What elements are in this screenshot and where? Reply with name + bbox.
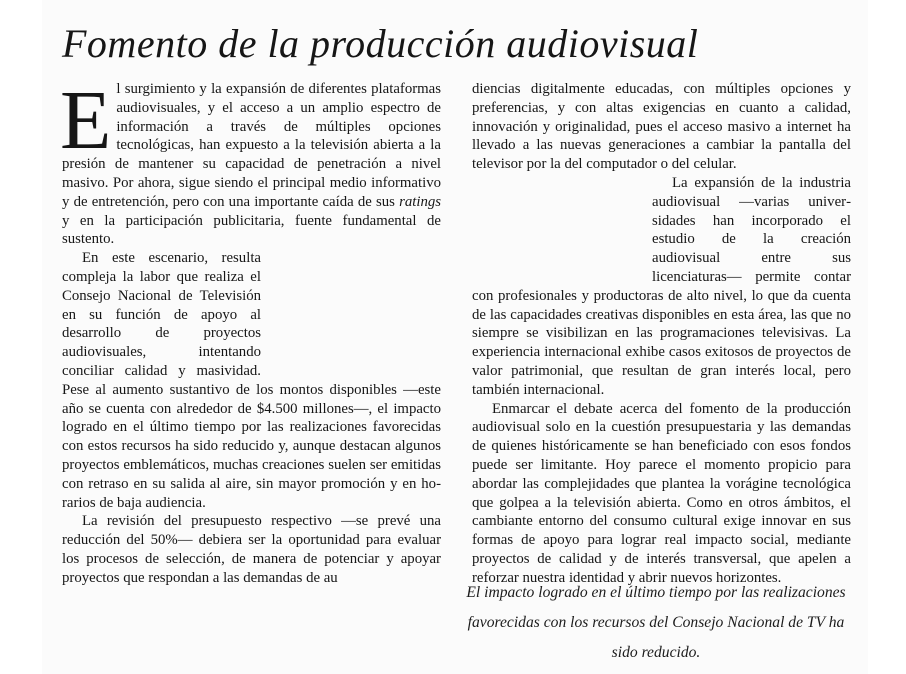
image-gap-left [261,249,441,371]
paragraph-4: diencias digitalmente educadas, con múltiples opciones y preferencias, y con altas exigencias en cuanto a calidad, innovación y originalidad, pues el acceso masivo a internet ha llevado a las nuevas generaciones a cambiar la pantalla del televisor por la del computador o del celular. [472,81,851,173]
paragraph-2-text: En este escenario, resulta compleja la labor que realiza el Consejo Nacional de Televisión en su función de apoyo al desarrollo de proyectos audiovisuales, intentando conciliar calidad y masividad. Pese al aumento sustantivo de los montos disponibles —este año se cuenta con alrededor de $4.500 millones—, el impacto logrado en el último tiempo por las realizaciones favorecidas con estos recursos ha sido reducido y, aunque destacan algunos proyectos emblemáticos, muchas creaciones suelen ser emitidas con retraso en su salida al aire, sin mayor promoción y en horarios de baja audiencia. [62,250,441,511]
article-title: Fomento de la producción audiovisual [62,21,699,66]
article-column-right [472,80,851,588]
pull-quote: El impacto logrado en el último tiempo por las realizaciones favorecidas con los recursos del Consejo Nacional de TV ha sido reducido. [466,584,846,661]
paragraph-1-end: y en la participación publicitaria, fuente fundamental de sustento. [62,212,441,248]
paragraph-2 [62,249,441,512]
paragraph-3: La revisión del presupuesto respectivo —se prevé una reducción del 50%— debiera ser la oportunidad para evaluar los procesos de selección, de manera de potenciar y apoyar proyectos que respondan a las demandas de au [62,513,441,586]
paragraph-6: Enmarcar el debate acerca del fomento de la producción audiovisual solo en la cuestión presupuestaria y las demandas de quienes históricamente se han beneficiado con esos fondos puede ser limitante. Hoy parece el momento propicio para abordar las complejidades que plantea la vorágine tecnológica que golpea a la televisión abierta. Como en otros ámbitos, el cambiante entorno del consumo cultural exige innovar en sus formas de apoyo para lograr real impacto social, mediante proyectos de calidad y de interés transversal, que apelen a reforzar nuestra identidad y abrir nuevos horizontes. [472,400,851,586]
ratings-term: ratings [399,193,441,210]
paragraph-5-text: La expansión de la industria audiovisual —varias universidades han incorporado el estudio de la creación audiovisual entre sus licenciaturas— permite contar con profesionales y productoras de alto nivel, lo que da cuenta de las capacidades creativas disponibles en esta área, las que no siempre se visibilizan en las programaciones televisivas. La experiencia internacional exhibe casos exitosos de proyectos de valor patrimonial, que resultan de gran interés local, pero también internacional. [472,174,851,398]
paragraph-5 [472,174,851,400]
article-column-left [60,74,441,588]
paragraph-1 [60,74,441,249]
drop-cap: E [60,74,112,167]
paragraph-1-text: l surgimiento y la expansión de diferentes plataformas audiovisuales, y el acceso a un amplio espectro de información a través de múltiples opciones tecnológicas, han expuesto a la televisión abierta a la presión de mantener su capacidad de penetración a nivel masivo. Por ahora, sigue siendo el principal medio informativo y de entretención, pero con una importante caída de sus [62,81,441,210]
image-gap-right [472,174,652,284]
